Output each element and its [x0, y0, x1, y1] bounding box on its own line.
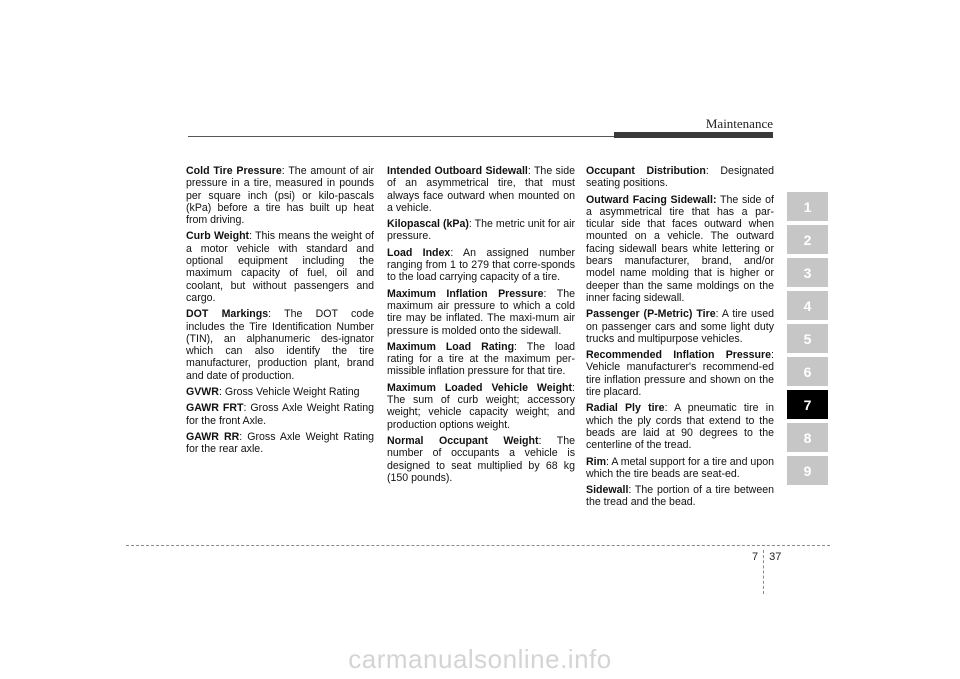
glossary-definition: : Vehicle manufacturer's recommend-ed tire inflation pressure and shown on the tire placard.: [586, 349, 774, 399]
text-column-3: [586, 165, 774, 513]
glossary-entry: [387, 382, 575, 431]
chapter-tab-2[interactable]: 2: [787, 225, 828, 254]
glossary-term: Maximum Loaded Vehicle Weight: [387, 381, 573, 394]
glossary-entry: [387, 247, 575, 284]
chapter-tab-9[interactable]: 9: [787, 456, 828, 485]
glossary-definition: : Gross Vehicle Weight Rating: [218, 386, 360, 399]
footer-rule: [126, 545, 830, 546]
chapter-tab-1[interactable]: 1: [787, 192, 828, 221]
glossary-entry: [586, 194, 774, 305]
glossary-definition: : An assigned number ranging from 1 to 279 that corre-sponds to the load carrying capacity of a tire.: [387, 246, 575, 284]
page-number-value: 37: [769, 551, 782, 563]
glossary-definition: : Gross Axle Weight Rating for the rear axle.: [186, 430, 374, 456]
glossary-term: Recommended Inflation Pressure: [586, 349, 772, 362]
page-header-title: Maintenance: [705, 116, 773, 131]
watermark: carmanualsonline.info: [348, 644, 612, 674]
glossary-entry: [586, 456, 774, 481]
glossary-term: Passenger (P-Metric) Tire: [586, 308, 716, 321]
glossary-definition: : Designated seating positions.: [586, 165, 774, 190]
glossary-term: Occupant Distribution: [586, 165, 706, 177]
chapter-tab-3[interactable]: 3: [787, 258, 828, 287]
text-column-1: [186, 165, 374, 460]
glossary-entry: [586, 402, 774, 451]
header-accent-bar: [614, 132, 773, 138]
glossary-definition: : The DOT code includes the Tire Identification Number (TIN), an alphanumeric des-ignator which can also identify the tire manufacturer, production plant, brand and date of production.: [186, 308, 374, 382]
glossary-entry: [387, 165, 575, 214]
glossary-entry: [586, 165, 774, 190]
glossary-definition: : The number of occupants a vehicle is designed to seat multiplied by 68 kg (150 pounds).: [387, 434, 575, 484]
glossary-definition: : Gross Axle Weight Rating for the front Axle.: [186, 402, 374, 427]
page-number: [752, 550, 781, 564]
glossary-term: Rim: [586, 455, 607, 468]
glossary-definition: : This means the weight of a motor vehicle with standard and optional equipment including the maximum capacity of fuel, oil and coolant, but without passengers and cargo.: [186, 230, 374, 304]
glossary-definition: : A metal support for a tire and upon which the tire beads are seat-ed.: [586, 455, 774, 480]
glossary-term: Cold Tire Pressure: [186, 165, 282, 177]
page-chapter-number: 7: [752, 551, 759, 563]
glossary-definition: : A tire used on passenger cars and some light duty trucks and multipurpose vehicles.: [586, 308, 774, 345]
glossary-term: Kilopascal (kPa): [387, 218, 469, 231]
glossary-entry: [186, 230, 374, 304]
glossary-entry: [586, 308, 774, 345]
chapter-tab-nav: [787, 192, 828, 489]
chapter-tab-7[interactable]: 7: [787, 390, 828, 419]
glossary-definition: : The load rating for a tire at the maximum per-missible inflation pressure for that tire.: [387, 340, 575, 378]
glossary-term: GAWR RR: [186, 430, 240, 443]
glossary-entry: [186, 165, 374, 226]
glossary-definition: : The amount of air pressure in a tire, measured in pounds per square inch (psi) or kilo-pascals (kPa) before a tire has built up heat from driving.: [186, 165, 374, 227]
glossary-term: GVWR: [186, 386, 219, 399]
glossary-term: GAWR FRT: [186, 402, 244, 415]
glossary-entry: [186, 402, 374, 427]
glossary-entry: [387, 218, 575, 243]
glossary-definition: : The portion of a tire between the tread and the bead.: [586, 484, 774, 509]
glossary-term: Normal Occupant Weight: [387, 434, 539, 447]
glossary-definition: : A pneumatic tire in which the ply cords that extend to the beads are laid at 90 degrees to the centerline of the tread.: [586, 402, 774, 452]
glossary-definition: The side of a asymmetrical tire that has a par-ticular side that faces outward when mounted on a vehicle. The outward facing sidewall bears white lettering or bears manufacturer, brand, and/or model name molding that is higher or deeper than the same moldings on the inner facing sidewall.: [586, 193, 774, 304]
chapter-tab-8[interactable]: 8: [787, 423, 828, 452]
glossary-definition: : The metric unit for air pressure.: [387, 218, 575, 243]
glossary-entry: [186, 431, 374, 456]
glossary-entry: [387, 435, 575, 484]
glossary-definition: : The maximum air pressure to which a cold tire may be inflated. The maxi-mum air pressure is molded onto the sidewall.: [387, 287, 576, 337]
glossary-entry: [186, 386, 374, 398]
glossary-entry: [387, 288, 575, 337]
text-column-2: [387, 165, 575, 488]
glossary-definition: : The side of an asymmetrical tire, that must always face outward when mounted on a vehicle.: [387, 165, 575, 214]
glossary-term: DOT Markings: [186, 308, 269, 321]
chapter-tab-4[interactable]: 4: [787, 291, 828, 320]
glossary-entry: [586, 484, 774, 509]
page-number-separator: [763, 550, 764, 594]
glossary-term: Curb Weight: [186, 230, 250, 243]
glossary-term: Load Index: [387, 246, 451, 259]
glossary-term: Maximum Load Rating: [387, 340, 515, 353]
glossary-entry: [186, 308, 374, 382]
glossary-definition: : The sum of curb weight; accessory weight; vehicle capacity weight; and production options weight.: [387, 381, 575, 431]
chapter-tab-6[interactable]: 6: [787, 357, 828, 386]
glossary-term: Maximum Inflation Pressure: [387, 287, 544, 300]
glossary-term: Outward Facing Sidewall:: [586, 193, 717, 206]
glossary-entry: [387, 341, 575, 378]
glossary-term: Sidewall: [586, 484, 629, 497]
glossary-entry: [586, 349, 774, 398]
glossary-term: Intended Outboard Sidewall: [387, 165, 528, 177]
glossary-term: Radial Ply tire: [586, 402, 665, 415]
chapter-tab-5[interactable]: 5: [787, 324, 828, 353]
